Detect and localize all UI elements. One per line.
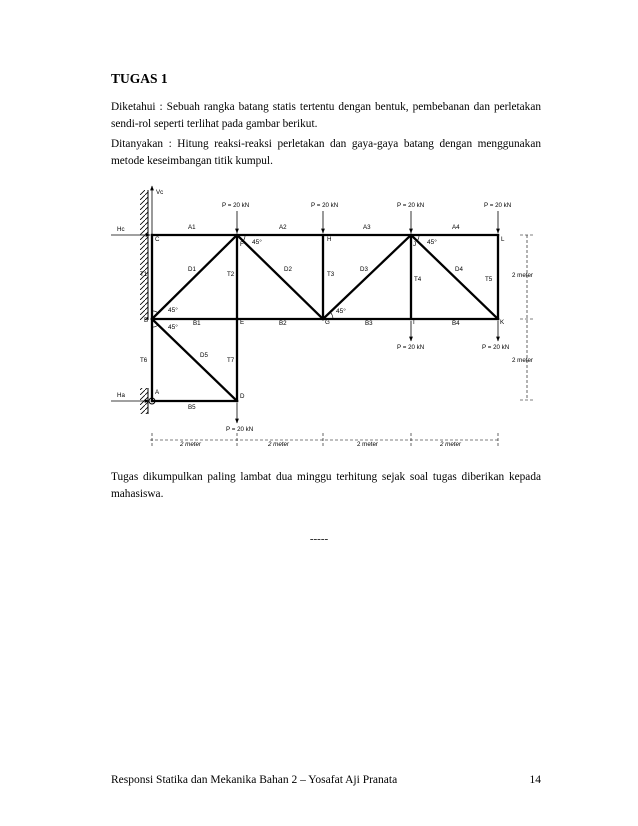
problem-asked-paragraph: Ditanyakan : Hitung reaksi-reaksi perletakan dan gaya-gaya batang dengan menggunakan metode keseimbangan titik kumpul. [111, 138, 541, 167]
dimension-label-v-2: 2 meter [512, 357, 533, 364]
load-label-k: P = 20 kN [482, 344, 510, 351]
node-label-f: F [240, 241, 244, 248]
node-label-c: C [155, 236, 160, 243]
dimension-label-v-1: 2 meter [512, 272, 533, 279]
angle-label-f: 45° [252, 239, 262, 246]
load-label-j: P = 20 kN [397, 202, 425, 209]
member-label-b4: B4 [452, 320, 460, 327]
member-label-t6: T6 [140, 357, 148, 364]
member-d3 [323, 235, 411, 319]
angle-label-j: 45° [427, 239, 437, 246]
assignment-title: TUGAS 1 [111, 71, 168, 86]
separator: ----- [309, 533, 329, 545]
load-label-f: P = 20 kN [222, 202, 250, 209]
label-ha: Ha [117, 392, 125, 399]
member-label-d1: D1 [188, 266, 196, 273]
member-label-b3: B3 [365, 320, 373, 327]
member-label-t4: T4 [414, 276, 422, 283]
member-label-t7: T7 [227, 357, 235, 364]
wall-support-upper [140, 190, 148, 320]
member-d5 [152, 319, 237, 401]
node-label-d: D [240, 393, 245, 400]
page-number: 14 [529, 774, 541, 786]
node-label-j: J [413, 241, 417, 248]
member-label-b1: B1 [193, 320, 201, 327]
member-label-a3: A3 [363, 224, 371, 231]
dimension-label-h-2: 2 meter [268, 441, 289, 448]
label-vc: Vc [156, 189, 164, 196]
node-label-h: H [327, 236, 332, 243]
member-label-t3: T3 [327, 271, 335, 278]
load-label-i: P = 20 kN [397, 344, 425, 351]
deadline-paragraph: Tugas dikumpulkan paling lambat dua minggu terhitung sejak soal tugas diberikan kepada mahasiswa. [111, 471, 541, 500]
load-label-h: P = 20 kN [311, 202, 339, 209]
member-label-d4: D4 [455, 266, 463, 273]
member-label-t5: T5 [485, 276, 493, 283]
member-label-b2: B2 [279, 320, 287, 327]
footer-text: Responsi Statika dan Mekanika Bahan 2 – Yosafat Aji Pranata [111, 774, 398, 786]
member-label-a1: A1 [188, 224, 196, 231]
dimension-label-h-4: 2 meter [440, 441, 461, 448]
angle-label-g: 45° [336, 308, 346, 315]
member-label-t2: T2 [227, 271, 235, 278]
load-label-d: P = 20 kN [226, 426, 254, 433]
node-label-g: G [325, 319, 330, 326]
member-d2 [237, 235, 323, 319]
angle-label-b-upper: 45° [168, 307, 178, 314]
node-label-i: I [413, 319, 415, 326]
label-hc: Hc [117, 226, 125, 233]
dimension-label-h-3: 2 meter [357, 441, 378, 448]
member-label-a2: A2 [279, 224, 287, 231]
problem-given-paragraph: Diketahui : Sebuah rangka batang statis tertentu dengan bentuk, pembebanan dan perletakan sendi-rol seperti terlihat pada gambar berikut. [111, 101, 541, 130]
member-label-d2: D2 [284, 266, 292, 273]
node-label-a: A [155, 389, 160, 396]
member-label-t1: T1 [140, 271, 148, 278]
dimension-label-h-1: 2 meter [180, 441, 201, 448]
angle-label-b-lower: 45° [168, 324, 178, 331]
member-label-b5: B5 [188, 404, 196, 411]
load-label-l: P = 20 kN [484, 202, 512, 209]
node-label-k: K [500, 319, 505, 326]
member-d1 [152, 235, 237, 319]
node-label-b: B [144, 317, 149, 324]
member-label-a4: A4 [452, 224, 460, 231]
member-label-d3: D3 [360, 266, 368, 273]
member-label-d5: D5 [200, 352, 208, 359]
node-label-l: L [501, 236, 505, 243]
node-label-e: E [240, 319, 245, 326]
